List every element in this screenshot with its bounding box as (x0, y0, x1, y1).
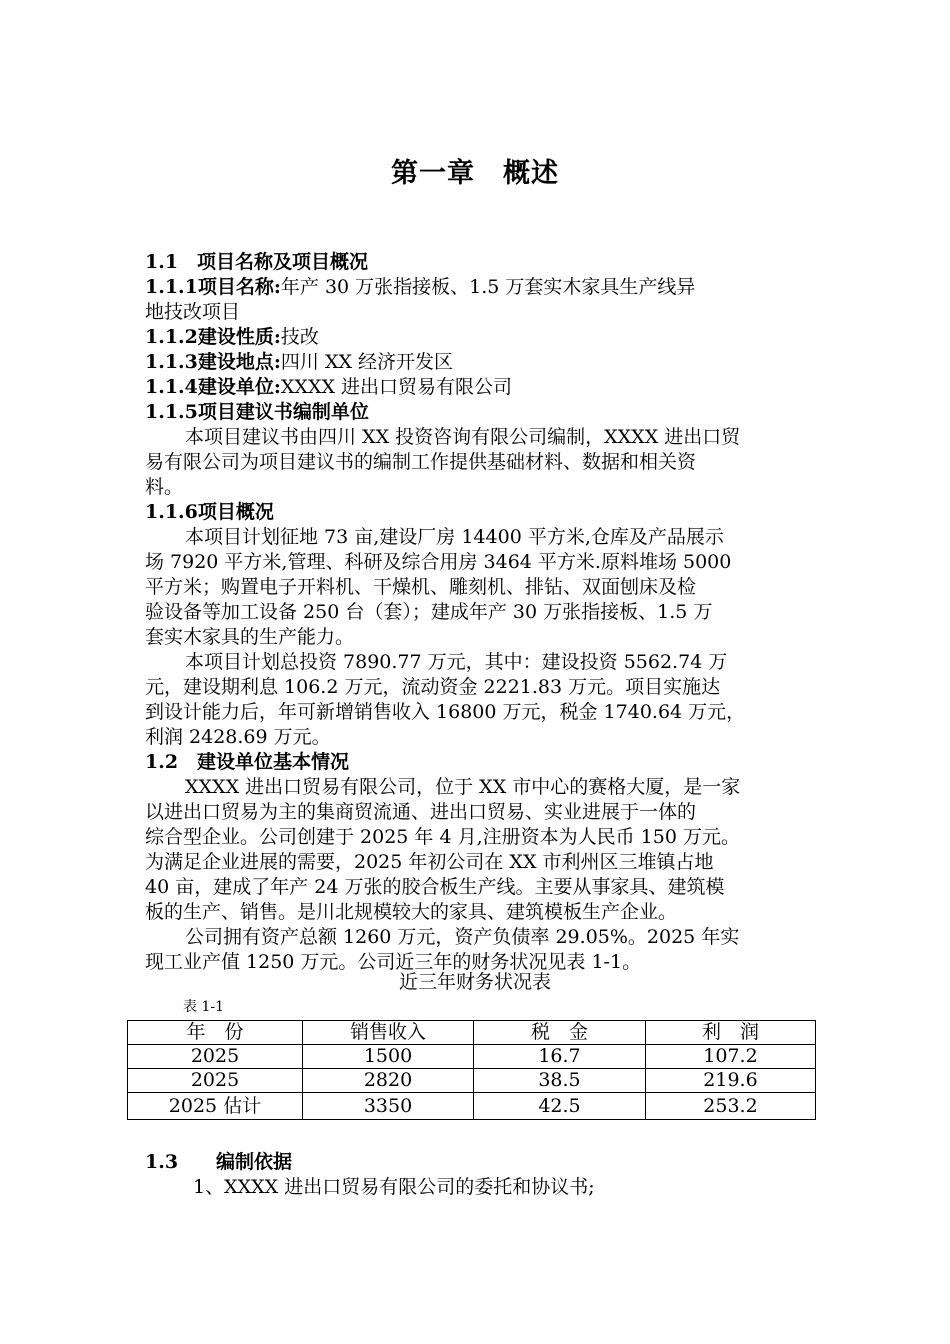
header-sales: 销售收入 (303, 1021, 474, 1045)
cell-year: 2025 (128, 1069, 303, 1093)
project-name-line-2: 地技改项目 (145, 301, 241, 323)
header-tax: 税 金 (474, 1021, 646, 1045)
paragraph-line: 40 亩，建成了年产 24 万张的胶合板生产线。主要从事家具、建筑模 (145, 876, 725, 898)
section-heading: 1.1 项目名称及项目概况 (145, 251, 369, 273)
field-label: 1.1.4建设单位: (145, 376, 281, 398)
section-1-3 (145, 1150, 815, 1200)
paragraph-line: 利润 2428.69 万元。 (145, 726, 331, 748)
paragraph-line: 元，建设期利息 106.2 万元，流动资金 2221.83 万元。项目实施达 (145, 676, 721, 698)
cell-profit: 253.2 (646, 1093, 816, 1120)
cell-sales: 3350 (303, 1093, 474, 1120)
construction-site-line (145, 350, 815, 375)
paragraph-line: 为满足企业进展的需要，2025 年初公司在 XX 市利州区三堆镇占地 (145, 851, 714, 873)
header-year: 年 份 (128, 1021, 303, 1045)
paragraph-line: 本项目建议书由四川 XX 投资咨询有限公司编制，XXXX 进出口贸 (185, 426, 741, 448)
cell-tax: 16.7 (474, 1045, 646, 1069)
paragraph-line: 现工业产值 1250 万元。公司近三年的财务状况见表 1-1。 (145, 951, 642, 973)
table-number: 表 1-1 (183, 999, 224, 1015)
finance-table (127, 1020, 816, 1120)
list-item: 1、XXXX 进出口贸易有限公司的委托和协议书; (193, 1176, 595, 1198)
header-profit: 利 润 (646, 1021, 816, 1045)
field-value: 四川 XX 经济开发区 (280, 351, 454, 373)
section-heading: 1.1.6项目概况 (145, 501, 274, 523)
paragraph-line: 料。 (145, 476, 184, 498)
table-row (128, 1093, 816, 1120)
table-row (128, 1045, 816, 1069)
field-label: 1.1.2建设性质: (145, 326, 281, 348)
paragraph-line: XXXX 进出口贸易有限公司，位于 XX 市中心的赛格大厦，是一家 (185, 776, 741, 798)
paragraph-line: 公司拥有资产总额 1260 万元，资产负债率 29.05%。2025 年实 (185, 926, 740, 948)
field-label: 1.1.3建设地点: (145, 351, 281, 373)
paragraph-line: 综合型企业。公司创建于 2025 年 4 月,注册资本为人民币 150 万元。 (145, 826, 740, 848)
paragraph-line: 平方米；购置电子开料机、干燥机、雕刻机、排钻、双面刨床及检 (145, 576, 697, 598)
paragraph-line: 以进出口贸易为主的集商贸流通、进出口贸易、实业进展于一体的 (145, 801, 697, 823)
paragraph-line: 易有限公司为项目建议书的编制工作提供基础材料、数据和相关资 (145, 451, 697, 473)
paragraph-line: 本项目计划总投资 7890.77 万元，其中：建设投资 5562.74 万 (185, 651, 728, 673)
table-caption: 近三年财务状况表 (398, 971, 551, 993)
paragraph-line: 板的生产、销售。是川北规模较大的家具、建筑模板生产企业。 (145, 901, 678, 923)
cell-profit: 219.6 (646, 1069, 816, 1093)
paragraph-line: 验设备等加工设备 250 台（套）；建成年产 30 万张指接板、1.5 万 (145, 601, 713, 623)
section-heading: 1.3 编制依据 (145, 1151, 293, 1173)
field-label: 1.1.1项目名称: (145, 276, 281, 298)
section-1-1 (145, 250, 815, 975)
cell-sales: 2820 (303, 1069, 474, 1093)
project-name-line (145, 275, 815, 300)
cell-sales: 1500 (303, 1045, 474, 1069)
field-value: 年产 30 万张指接板、1.5 万套实木家具生产线异 (280, 276, 696, 298)
cell-tax: 42.5 (474, 1093, 646, 1120)
table-row (128, 1069, 816, 1093)
table-header-row (128, 1021, 816, 1045)
section-heading: 1.2 建设单位基本情况 (145, 751, 350, 773)
cell-year: 2025 (128, 1045, 303, 1069)
paragraph-line: 到设计能力后，年可新增销售收入 16800 万元，税金 1740.64 万元， (145, 701, 746, 723)
chapter-title: 第一章 概述 (391, 158, 559, 189)
field-value: XXXX 进出口贸易有限公司 (280, 376, 513, 398)
construction-nature-line (145, 325, 815, 350)
construction-unit-line (145, 375, 815, 400)
cell-year: 2025 估计 (128, 1093, 303, 1120)
cell-profit: 107.2 (646, 1045, 816, 1069)
cell-tax: 38.5 (474, 1069, 646, 1093)
paragraph-line: 套实木家具的生产能力。 (145, 626, 355, 648)
paragraph-line: 场 7920 平方米,管理、科研及综合用房 3464 平方米.原料堆场 5000 (145, 551, 732, 573)
paragraph-line: 本项目计划征地 73 亩,建设厂房 14400 平方米,仓库及产品展示 (185, 526, 724, 548)
field-value: 技改 (280, 326, 319, 348)
section-heading: 1.1.5项目建议书编制单位 (145, 401, 369, 423)
